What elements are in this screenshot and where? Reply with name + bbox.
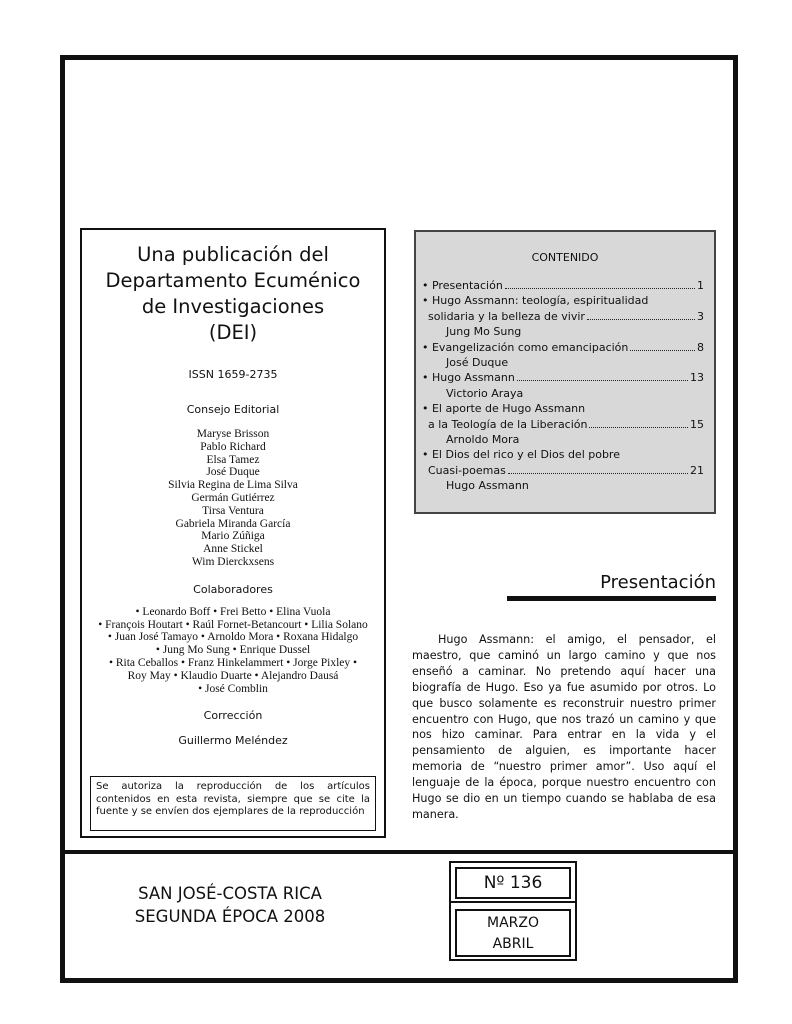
toc-entry xyxy=(422,340,704,355)
toc-entry-title: • Hugo Assmann xyxy=(422,371,515,385)
colaboradores-line: • José Comblin xyxy=(198,682,268,695)
publication-title-line: Una publicación del xyxy=(137,243,329,266)
toc-entry xyxy=(422,417,704,432)
presentation-text: Hugo Assmann: el amigo, el pensador, el maestro, que caminó un largo camino y que nos enseñó a caminar. No pretendo aquí hacer una biografía de Hugo. Eso ya fue asumido por otros. Lo que busco solamente es reconstruir nuestro primer encuentro con Hugo, que nos trazó un camino y que nos hizo caminar. Para entrar en la vida y el pensamiento de alguien, es importante hacer memoria de “nuestro primer amor”. Uso aquí el lenguaje de la época, porque nuestro encuentro con Hugo se dio en un tiempo cuando se hablaba de esa manera. xyxy=(412,633,716,821)
toc-entry xyxy=(422,370,704,385)
contents-box xyxy=(414,230,716,514)
contents-list xyxy=(416,278,714,494)
publication-title xyxy=(82,242,384,346)
consejo-member: Tirsa Ventura xyxy=(202,504,264,517)
colaboradores-line: • Jung Mo Sung • Enrique Dussel xyxy=(155,644,311,657)
toc-entry-author: José Duque xyxy=(446,356,509,370)
section-title: Presentación xyxy=(600,572,716,593)
consejo-member: José Duque xyxy=(206,466,260,479)
toc-entry-page: 15 xyxy=(690,417,704,431)
consejo-member: Wim Dierckxsens xyxy=(191,555,275,568)
toc-entry-title: a la Teología de la Liberación xyxy=(428,417,588,431)
toc-entry-title: • Evangelización como emancipación xyxy=(422,340,629,354)
issue-months xyxy=(455,909,571,957)
issue-month: MARZO xyxy=(487,915,539,931)
colaboradores-line: • Leonardo Boff • Frei Betto • Elina Vuola xyxy=(135,605,331,618)
toc-entry-title: • Hugo Assmann: teología, espiritualidad xyxy=(422,294,649,308)
toc-entry-title: • El aporte de Hugo Assmann xyxy=(422,402,586,416)
issue-box-divider xyxy=(451,901,575,903)
toc-entry-title: solidaria y la belleza de vivir xyxy=(428,309,585,323)
colaboradores-line: • Rita Ceballos • Franz Hinkelammert • Jorge Pixley • xyxy=(108,656,358,669)
toc-leader-dots xyxy=(508,473,688,474)
colaboradores-list xyxy=(82,606,384,696)
consejo-member: Anne Stickel xyxy=(203,543,263,556)
toc-entry-author: Jung Mo Sung xyxy=(446,325,522,339)
toc-leader-dots xyxy=(589,427,688,428)
publication-title-line: (DEI) xyxy=(208,321,258,344)
colaboradores-line: • François Houtart • Raúl Fornet-Betancourt • Lilia Solano xyxy=(98,618,368,631)
footer-epoch: SEGUNDA ÉPOCA 2008 xyxy=(134,907,326,926)
toc-entry-page: 3 xyxy=(697,309,704,323)
colaboradores-heading: Colaboradores xyxy=(193,582,273,596)
publication-info-box xyxy=(80,228,386,838)
footer-location: SAN JOSÉ-COSTA RICA xyxy=(138,884,322,903)
colaboradores-line: Roy May • Klaudio Duarte • Alejandro Dausá xyxy=(127,669,339,682)
issue-box xyxy=(449,861,577,961)
publication-title-line: Departamento Ecuménico xyxy=(105,269,361,292)
correccion-name: Guillermo Meléndez xyxy=(178,734,288,748)
toc-entry-title: • Presentación xyxy=(422,279,503,292)
consejo-heading: Consejo Editorial xyxy=(186,403,280,416)
section-title-bar xyxy=(507,596,716,601)
toc-entry-page: 8 xyxy=(697,340,704,354)
issn: ISSN 1659-2735 xyxy=(188,368,278,381)
toc-entry xyxy=(422,309,704,324)
correccion-heading: Corrección xyxy=(203,709,263,723)
colaboradores-line: • Juan José Tamayo • Arnoldo Mora • Roxana Hidalgo xyxy=(107,631,359,644)
toc-entry-title: • El Dios del rico y el Dios del pobre xyxy=(422,448,620,462)
toc-entry-author: Hugo Assmann xyxy=(446,479,529,493)
toc-entry-page: 1 xyxy=(697,279,704,292)
toc-leader-dots xyxy=(517,380,688,381)
footer-divider xyxy=(65,850,733,854)
contents-title: CONTENIDO xyxy=(531,251,599,264)
toc-entry-title: Cuasi-poemas xyxy=(428,463,506,477)
toc-entry xyxy=(422,278,704,293)
consejo-member: Gabriela Miranda García xyxy=(175,517,291,530)
toc-leader-dots xyxy=(587,319,695,320)
consejo-member: Silvia Regina de Lima Silva xyxy=(168,479,298,492)
consejo-member: Elsa Tamez xyxy=(206,453,260,466)
consejo-member: Pablo Richard xyxy=(200,440,266,453)
consejo-member: Maryse Brisson xyxy=(196,428,270,440)
publication-title-line: de Investigaciones xyxy=(141,295,325,318)
consejo-members xyxy=(82,428,384,569)
footer-location-block xyxy=(100,882,360,928)
toc-entry-author: Arnoldo Mora xyxy=(446,433,520,447)
toc-entry-page: 21 xyxy=(690,463,704,477)
toc-entry-page: 13 xyxy=(690,371,704,385)
toc-leader-dots xyxy=(630,350,695,351)
reproduction-notice: Se autoriza la reproducción de los artículos contenidos en esta revista, siempre que se cite la fuente y se envíen dos ejemplares de la reproducción xyxy=(90,776,376,831)
toc-entry-author: Victorio Araya xyxy=(446,386,524,400)
consejo-member: Germán Gutiérrez xyxy=(191,491,275,504)
toc-leader-dots xyxy=(505,288,695,289)
issue-number: Nº 136 xyxy=(455,867,571,899)
toc-entry xyxy=(422,463,704,478)
consejo-member: Mario Zúñiga xyxy=(201,530,265,543)
issue-month: ABRIL xyxy=(492,936,534,952)
